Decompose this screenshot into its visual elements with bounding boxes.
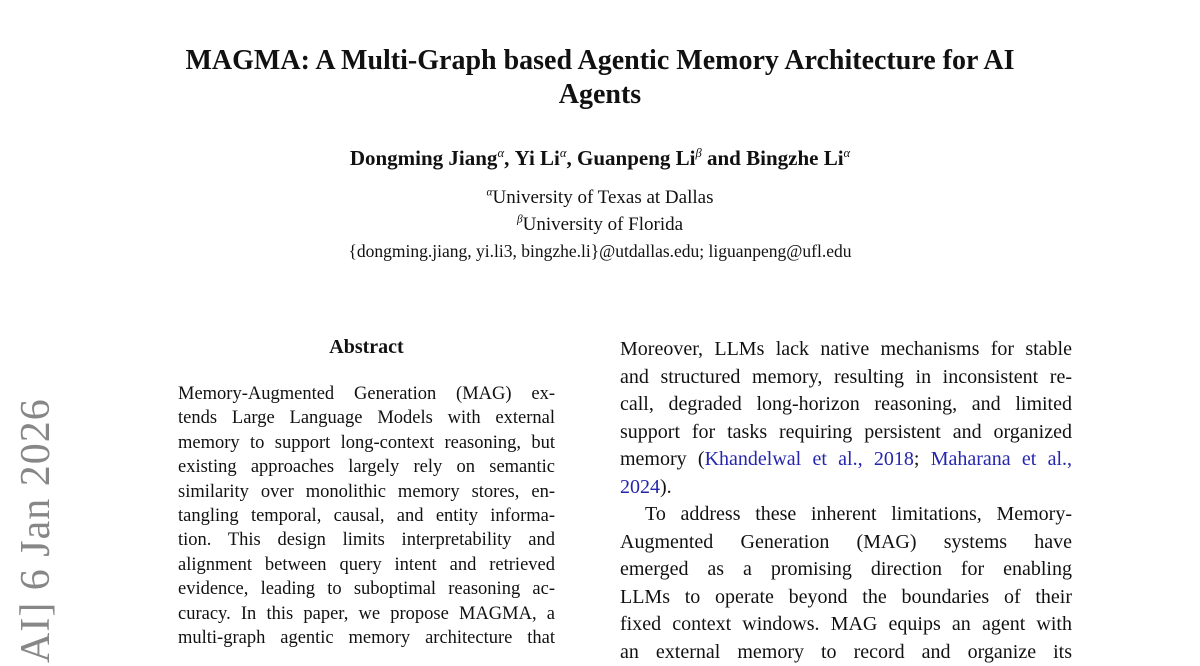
body-text: ; (914, 448, 931, 470)
text-line: Moreover, LLMs lack native mechanisms for stable (620, 336, 1072, 364)
clipped-bottom-row (620, 639, 1072, 649)
text-line: tends Large Language Models with external (178, 406, 555, 430)
text-line: Augmented Generation (MAG) systems have (620, 529, 1072, 557)
text-line: To address these inherent limitations, Memory- (620, 501, 1072, 529)
author-separator: , (504, 146, 515, 170)
author-name: Dongming Jiang (350, 146, 498, 170)
text-line: call, degraded long-horizon reasoning, and limited (620, 391, 1072, 419)
text-line: support for tasks requiring persistent and organized (620, 419, 1072, 447)
affiliation-text: University of Texas at Dallas (492, 187, 713, 208)
author-separator: , (567, 146, 578, 170)
affiliation-mark: α (487, 187, 493, 199)
affiliation-text: University of Florida (523, 214, 683, 235)
author-affiliation-mark: α (560, 146, 567, 160)
text-line: alignment between query intent and retrieved (178, 553, 555, 577)
arxiv-watermark: AI] 6 Jan 2026 (12, 398, 60, 663)
affiliation-line (0, 211, 1200, 238)
affiliations-block (0, 184, 1200, 265)
body-line-with-citations (620, 446, 1072, 474)
citation-link-year-2024[interactable]: 2024 (620, 476, 660, 498)
body-paragraph-1 (620, 336, 1072, 446)
text-line: emerged as a promising direction for enabling (620, 556, 1072, 584)
author-separator: and (702, 146, 746, 170)
text-line: fixed context windows. MAG equips an agent with (620, 611, 1072, 639)
text-line: similarity over monolithic memory stores, en- (178, 480, 555, 504)
body-paragraph-2 (620, 501, 1072, 639)
body-text: ). (660, 476, 672, 498)
abstract-heading: Abstract (178, 336, 555, 359)
text-line: existing approaches largely rely on semantic (178, 455, 555, 479)
author-name: Bingzhe Li (746, 146, 843, 170)
paper-title (0, 44, 1200, 112)
text-line: tion. This design limits interpretability and (178, 528, 555, 552)
citation-link-maharana-2024[interactable]: Maharana et al., (931, 448, 1072, 470)
affiliation-line (0, 184, 1200, 211)
authors-line (0, 145, 1200, 171)
citation-link-khandelwal-2018[interactable]: Khandelwal et al., 2018 (705, 448, 914, 470)
paragraph-end-line (620, 474, 1072, 502)
affiliation-mark: β (517, 214, 523, 226)
author-name: Guanpeng Li (577, 146, 695, 170)
abstract-body (178, 382, 555, 650)
text-line: and structured memory, resulting in inconsistent re- (620, 364, 1072, 392)
clipped-text-line: an external memory to record and organize its (620, 639, 1072, 666)
text-line: Memory-Augmented Generation (MAG) ex- (178, 382, 555, 406)
text-line: LLMs to operate beyond the boundaries of their (620, 584, 1072, 612)
author-affiliation-mark: β (695, 146, 701, 160)
text-line: tangling temporal, causal, and entity informa- (178, 504, 555, 528)
author-affiliation-mark: α (844, 146, 851, 160)
text-line: memory to support long-context reasoning, but (178, 431, 555, 455)
author-affiliation-mark: α (497, 146, 504, 160)
author-name: Yi Li (515, 146, 560, 170)
email-line: {dongming.jiang, yi.li3, bingzhe.li}@utdallas.edu; liguanpeng@ufl.edu (0, 238, 1200, 265)
text-line: multi-graph agentic memory architecture that (178, 626, 555, 650)
text-line: evidence, leading to suboptimal reasoning ac- (178, 577, 555, 601)
text-line: curacy. In this paper, we propose MAGMA, a (178, 602, 555, 626)
body-text: memory ( (620, 448, 705, 470)
paper-title-line-2: Agents (0, 78, 1200, 112)
right-column (620, 336, 1072, 649)
paper-title-line-1: MAGMA: A Multi-Graph based Agentic Memory Architecture for AI (0, 44, 1200, 78)
